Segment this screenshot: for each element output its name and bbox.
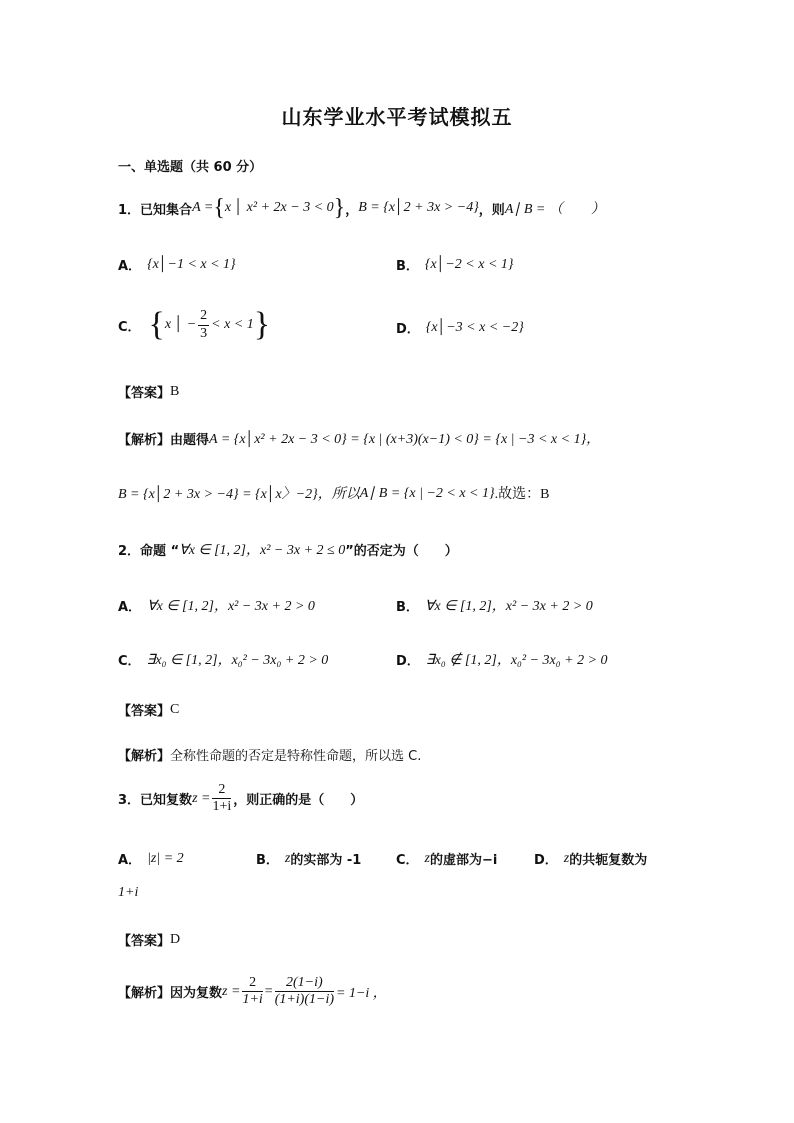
option-text: ∃x₀ ∈ [1, 2]，x₀² − 3x₀ + 2 > 0 (146, 653, 329, 668)
option-text: ∃x₀ ∉ [1, 2]，x₀² − 3x₀ + 2 > 0 (425, 653, 608, 668)
answer-1 (118, 382, 179, 401)
option-c (118, 649, 328, 669)
option-text: ∀x ∈ [1, 2]，x² − 3x + 2 > 0 (147, 599, 315, 614)
option-text: ∀x ∈ [1, 2]，x² − 3x + 2 > 0 (424, 599, 593, 614)
fraction (198, 308, 209, 341)
question-2-stem (118, 539, 458, 559)
option-text: {x│−1 < x < 1} (147, 256, 236, 272)
fraction-denominator: 3 (200, 325, 208, 341)
section-heading: 一、单选题（共 60 分） (118, 160, 263, 175)
question-text: ，则 (478, 202, 505, 218)
question-number: 2． (118, 543, 141, 559)
option-a (118, 849, 184, 868)
option-a (118, 255, 236, 274)
option-label: D． (534, 853, 558, 868)
analysis-1-line-2 (118, 483, 549, 503)
answer-tag: 【答案】 (118, 704, 171, 719)
page-title: 山东学业水平考试模拟五 (281, 105, 513, 129)
analysis-tag: 【解析】 (118, 432, 171, 448)
option-d (396, 649, 608, 669)
option-label: B． (256, 853, 279, 868)
fraction (242, 975, 262, 1008)
option-label: B． (396, 599, 419, 615)
option-math: 1+i (118, 885, 139, 900)
question-math: ∀x ∈ [1, 2]，x² − 3x + 2 ≤ 0 (179, 543, 346, 558)
analysis-text: 全称性命题的否定是特称性命题，所以选 C. (170, 749, 422, 764)
question-math: z = (192, 790, 211, 806)
option-text: < x < 1 (211, 317, 254, 332)
analysis-math: A = {x│x² + 2x − 3 < 0} = {x | (x+3)(x−1) < 0} = {x | −3 < x < 1}， (209, 432, 601, 447)
analysis-math: = 1−i ， (336, 985, 387, 1001)
option-label: B． (396, 259, 419, 274)
option-d-continued (118, 885, 138, 901)
fraction-denominator: 1+i (242, 992, 263, 1008)
analysis-math: A∣ B = {x | −2 < x < 1} (359, 485, 495, 501)
option-b (256, 849, 361, 868)
analysis-2 (118, 745, 421, 764)
option-c (118, 308, 270, 342)
left-brace: { (148, 306, 165, 343)
answer-2 (118, 700, 179, 719)
fraction-numerator: 2 (242, 975, 262, 992)
answer-tag: 【答案】 (118, 386, 171, 401)
option-label: A． (118, 599, 142, 615)
question-text: ”的否定为（ ） (345, 543, 458, 559)
question-number: 1． (118, 202, 141, 218)
option-label: C． (396, 853, 419, 868)
question-text: 命题 “ (140, 543, 180, 559)
fraction (275, 975, 334, 1008)
set-b: B = {x│2 + 3x > −4} (358, 200, 479, 215)
option-b (396, 595, 593, 615)
option-b (396, 255, 514, 274)
option-text: 的虚部为−i (430, 853, 498, 868)
answer-3 (118, 930, 180, 949)
comma: ， (345, 202, 359, 218)
answer-value: D (170, 931, 181, 947)
analysis-text: 因为复数 (170, 986, 223, 1002)
answer-value: B (170, 383, 180, 399)
set-a-body: x │ x² + 2x − 3 < 0 (224, 200, 334, 215)
right-brace: } (253, 306, 271, 343)
answer-value: C (170, 701, 180, 717)
left-brace: { (213, 195, 225, 221)
option-d (396, 318, 524, 337)
analysis-text: .故选：B (494, 487, 550, 502)
fraction-numerator: 2(1−i) (275, 975, 334, 992)
option-label: C． (118, 319, 141, 335)
question-text: 已知复数 (140, 793, 193, 809)
option-text: {x│−2 < x < 1} (424, 256, 514, 272)
question-3-stem (118, 782, 363, 815)
option-d (534, 849, 647, 868)
question-text: 已知集合 (140, 202, 193, 218)
option-text: {x│−3 < x < −2} (425, 319, 524, 335)
analysis-text: 由题得 (170, 432, 210, 448)
option-text: 的实部为 -1 (290, 853, 362, 868)
option-text: x │ − (164, 317, 197, 332)
question-number: 3． (118, 793, 141, 809)
set-expression: A∣ B = （ ） (504, 202, 605, 217)
option-text: |z| = 2 (147, 850, 184, 866)
option-label: A． (118, 853, 142, 868)
fraction-numerator: 2 (198, 308, 209, 325)
answer-tag: 【答案】 (118, 934, 171, 949)
analysis-math: z = (222, 983, 241, 999)
option-math: z (424, 850, 430, 866)
analysis-3 (118, 975, 387, 1008)
fraction (212, 782, 231, 815)
question-1-stem (118, 196, 605, 220)
option-label: D． (396, 653, 420, 669)
set-a-lhs: A = (192, 200, 214, 215)
option-math: z (563, 850, 570, 866)
fraction-denominator: 1+i (212, 799, 232, 815)
analysis-1-line-1 (118, 428, 600, 448)
fraction-denominator: (1+i)(1−i) (274, 992, 335, 1008)
fraction-numerator: 2 (212, 782, 231, 799)
analysis-math: B = {x│2 + 3x > −4} = {x│x〉−2}，所以 (118, 487, 360, 502)
question-text: ，则正确的是（ ） (233, 793, 364, 809)
analysis-tag: 【解析】 (118, 749, 171, 764)
option-a (118, 595, 315, 615)
analysis-tag: 【解析】 (118, 986, 171, 1002)
option-label: D． (396, 322, 420, 337)
option-math: z (284, 850, 291, 866)
option-text: 的共轭复数为 (569, 853, 648, 868)
option-c (396, 849, 497, 868)
right-brace: } (333, 195, 346, 221)
option-label: A． (118, 259, 142, 274)
equals-sign: = (264, 983, 273, 999)
option-label: C． (118, 653, 141, 669)
